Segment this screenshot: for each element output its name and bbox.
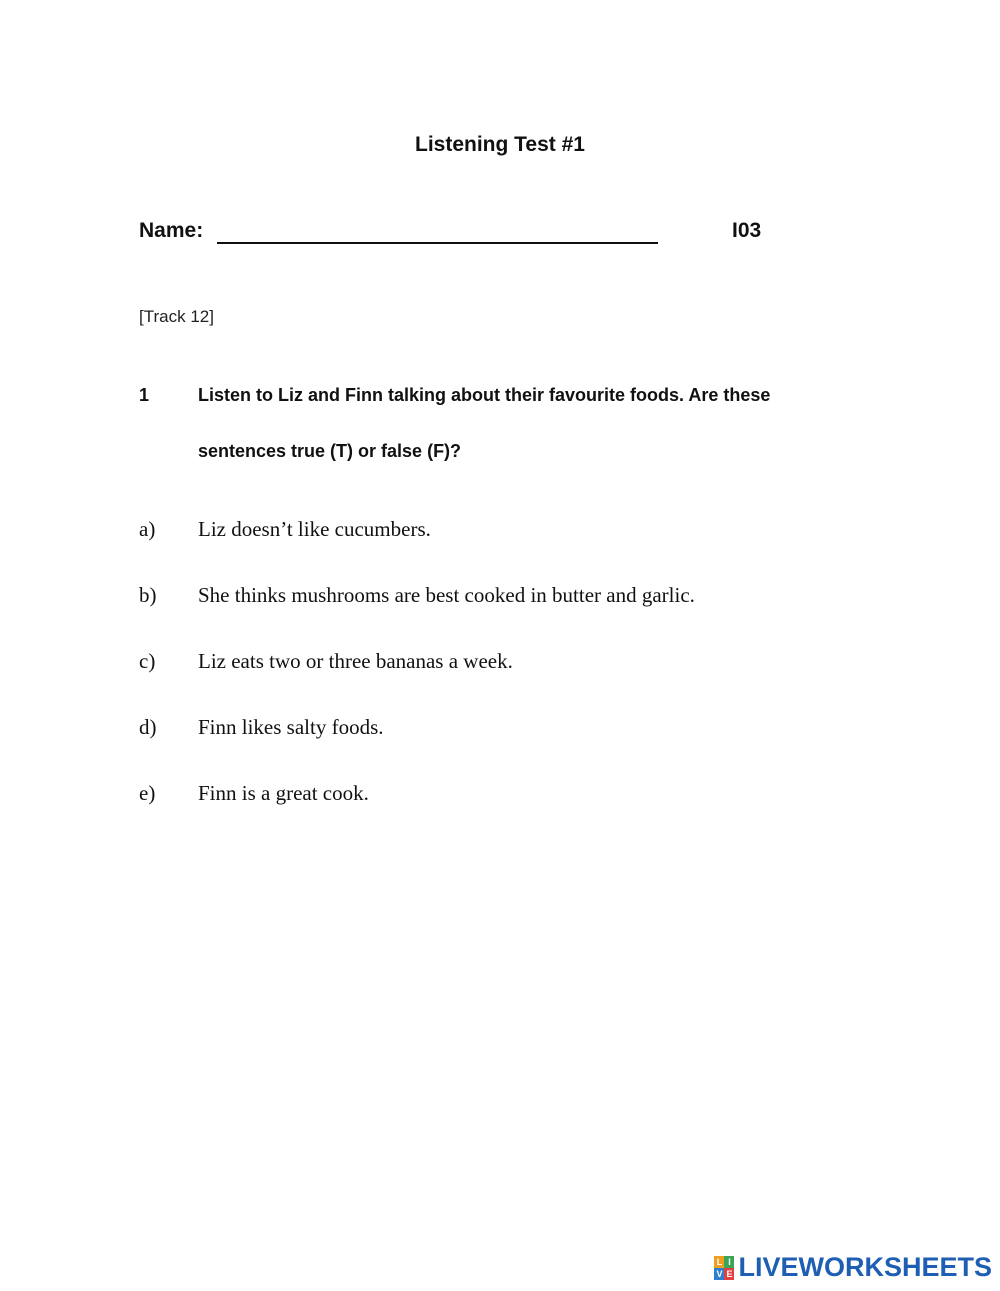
item-text: Finn is a great cook. [198, 781, 369, 805]
name-field-line[interactable] [217, 242, 658, 244]
name-label: Name: [139, 219, 204, 242]
item-text: Liz doesn’t like cucumbers. [198, 517, 431, 541]
question-number: 1 [139, 385, 150, 405]
item-letter: b) [139, 583, 157, 607]
item-letter: e) [139, 781, 156, 805]
class-code: I03 [732, 219, 762, 242]
question-instruction-line1: Listen to Liz and Finn talking about their favourite foods. Are these [198, 385, 771, 405]
track-label: [Track 12] [139, 307, 214, 326]
item-letter: d) [139, 715, 157, 739]
page-title: Listening Test #1 [415, 133, 585, 156]
liveworksheets-logo-text: LIVEWORKSHEETS [738, 1252, 992, 1282]
item-letter: c) [139, 649, 156, 673]
item-text: Liz eats two or three bananas a week. [198, 649, 513, 673]
question-instruction-line2: sentences true (T) or false (F)? [198, 441, 462, 461]
liveworksheets-logo[interactable] [714, 1252, 992, 1283]
item-letter: a) [139, 517, 156, 541]
item-text: She thinks mushrooms are best cooked in butter and garlic. [198, 583, 695, 607]
liveworksheets-logo-icon: L I V E [716, 1256, 733, 1279]
item-text: Finn likes salty foods. [198, 715, 384, 739]
